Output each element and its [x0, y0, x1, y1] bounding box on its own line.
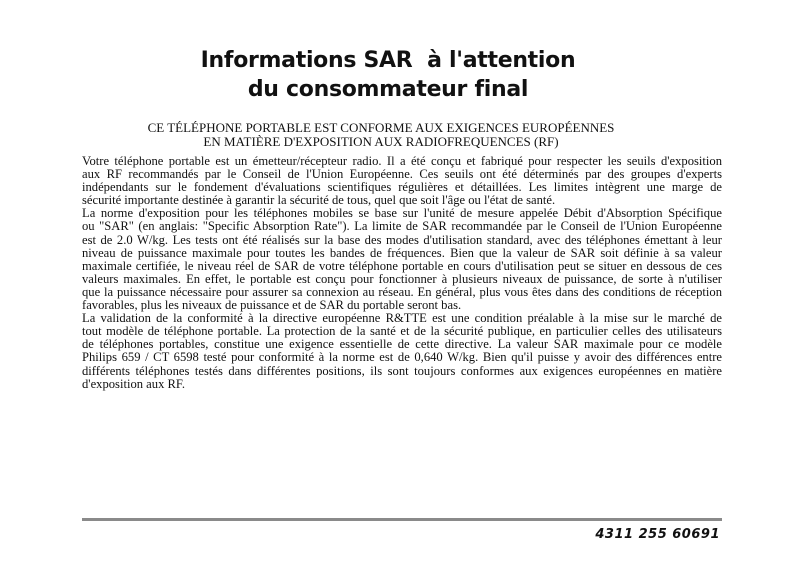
paragraph	[82, 312, 722, 391]
text-line: différents téléphones testés dans différentes positions, ils sont toujours conformes aux exigences européennes en matière	[82, 363, 722, 378]
text-line: La validation de la conformité à la directive européenne R&TTE est une condition préalable à la mise sur le marché de	[82, 311, 722, 326]
text-line: sécurité importante destinée à garantir la sécurité de tous, quel que soit l'âge ou l'état de santé.	[82, 193, 556, 208]
text-line: tout modèle de téléphone portable. La protection de la santé et de la sécurité publique, en particulier celles des utilisateurs	[82, 324, 722, 339]
text-line: ou "SAR" (en anglais: "Specific Absorption Rate"). La limite de SAR recommandée par le Conseil de l'Union Européenne	[82, 219, 722, 234]
title-line-2: du consommateur final	[247, 77, 529, 102]
text-line: niveau de puissance maximale pour toutes les bandes de fréquences. Bien que la valeur de SAR soit définie à sa valeur	[82, 245, 722, 260]
body-text	[82, 155, 722, 391]
text-line: aux RF recommandés par le Conseil de l'Union Européenne. Ces seuils ont été déterminés par des groupes d'experts	[82, 167, 722, 182]
document-code: 4311 255 60691	[595, 527, 720, 542]
text-line: Votre téléphone portable est un émetteur/récepteur radio. Il a été conçu et fabriqué pour respecter les seuils d'exposition	[82, 154, 722, 168]
text-line: est de 2.0 W/kg. Les tests ont été réalisés sur la base des modes d'utilisation standard, avec des téléphones émettant à leur	[82, 232, 722, 247]
footer-divider	[82, 518, 722, 521]
text-line: valeurs maximales. En effet, le portable est conçu pour fonctionner à plusieurs niveaux de puissance, de sorte à n'utiliser	[82, 271, 722, 286]
paragraph	[82, 207, 722, 312]
text-line: que la puissance nécessaire pour assurer sa connexion au réseau. En général, plus vous êtes dans des conditions de réception	[82, 284, 722, 299]
paragraph	[82, 155, 722, 207]
page-title	[0, 46, 776, 104]
text-line: d'exposition aux RF.	[82, 376, 186, 391]
text-line: maximale certifiée, le niveau réel de SAR de votre téléphone portable en cours d'utilisation peut se situer en dessous de ces	[82, 258, 722, 273]
text-line: La norme d'exposition pour les téléphones mobiles se base sur l'unité de mesure appelée Débit d'Absorption Spécifique	[82, 206, 722, 221]
subheading-line-1: CE TÉLÉPHONE PORTABLE EST CONFORME AUX EXIGENCES EUROPÉENNES	[147, 120, 615, 135]
subheading-line-2: EN MATIÈRE D'EXPOSITION AUX RADIOFREQUENCES (RF)	[203, 133, 559, 149]
text-line: indépendants sur le fondement d'évaluations scientifiques régulières et détaillées. Les limites intègrent une marge de	[82, 180, 722, 195]
text-line: Philips 659 / CT 6598 testé pour conformité à la norme est de 0,640 W/kg. Bien qu'il puisse y avoir des différences entre	[82, 350, 722, 365]
text-line: de téléphones portables, constitue une exigence essentielle de cette directive. La valeur SAR maximale pour ce modèle	[82, 337, 722, 352]
text-line: favorables, plus les niveaux de puissance et de SAR du portable seront bas.	[82, 298, 462, 313]
subheading	[0, 121, 762, 148]
title-line-1: Informations SAR à l'attention	[200, 48, 576, 73]
